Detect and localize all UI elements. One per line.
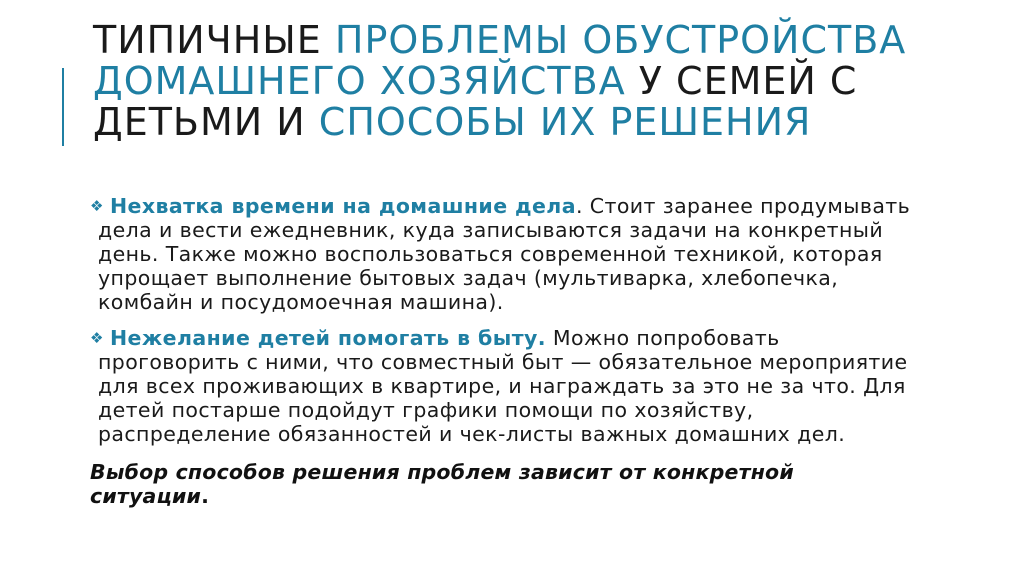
item-heading-end: . xyxy=(537,326,546,350)
item-heading: Нежелание детей помогать в быту xyxy=(110,326,538,350)
slide-content xyxy=(90,194,920,508)
list-item xyxy=(90,194,920,314)
list-item xyxy=(90,326,920,446)
conclusion-body: Выбор способов решения проблем зависит от конкретной ситуации xyxy=(90,460,794,508)
item-heading: Нехватка времени на домашние дела xyxy=(110,194,576,218)
diamond-bullet-icon: ❖ xyxy=(90,329,104,347)
diamond-bullet-icon: ❖ xyxy=(90,197,104,215)
title-part-3: У СЕМЕЙ С ДЕТЬМИ И xyxy=(93,59,858,144)
item-text: Можно попробовать проговорить с ними, что совместный быт — обязательное мероприятие для всех проживающих в квартире, и награждать за это не за что. Для детей постарше подойдут графики помощи по хозяйству, распределение обязанностей и чек-листы важных домашних дел. xyxy=(98,326,908,446)
title-part-1: ТИПИЧНЫЕ xyxy=(93,18,335,62)
title-accent-bar xyxy=(62,68,64,146)
slide-title xyxy=(93,20,993,143)
title-part-2-highlight: ПРОБЛЕМЫ ОБУСТРОЙСТВА ДОМАШНЕГО ХОЗЯЙСТВА xyxy=(93,18,907,103)
title-part-4-highlight: СПОСОБЫ ИХ РЕШЕНИЯ xyxy=(318,100,812,144)
item-heading-end: . xyxy=(575,194,583,218)
conclusion-text xyxy=(90,460,920,508)
item-text: Стоит заранее продумывать дела и вести ежедневник, куда записываются задачи на конкретный день. Также можно воспользоваться современной техникой, которая упрощает выполнение бытовых задач (мультиварка, хлебопечка, комбайн и посудомоечная машина). xyxy=(98,194,911,314)
conclusion-end: . xyxy=(201,484,210,508)
